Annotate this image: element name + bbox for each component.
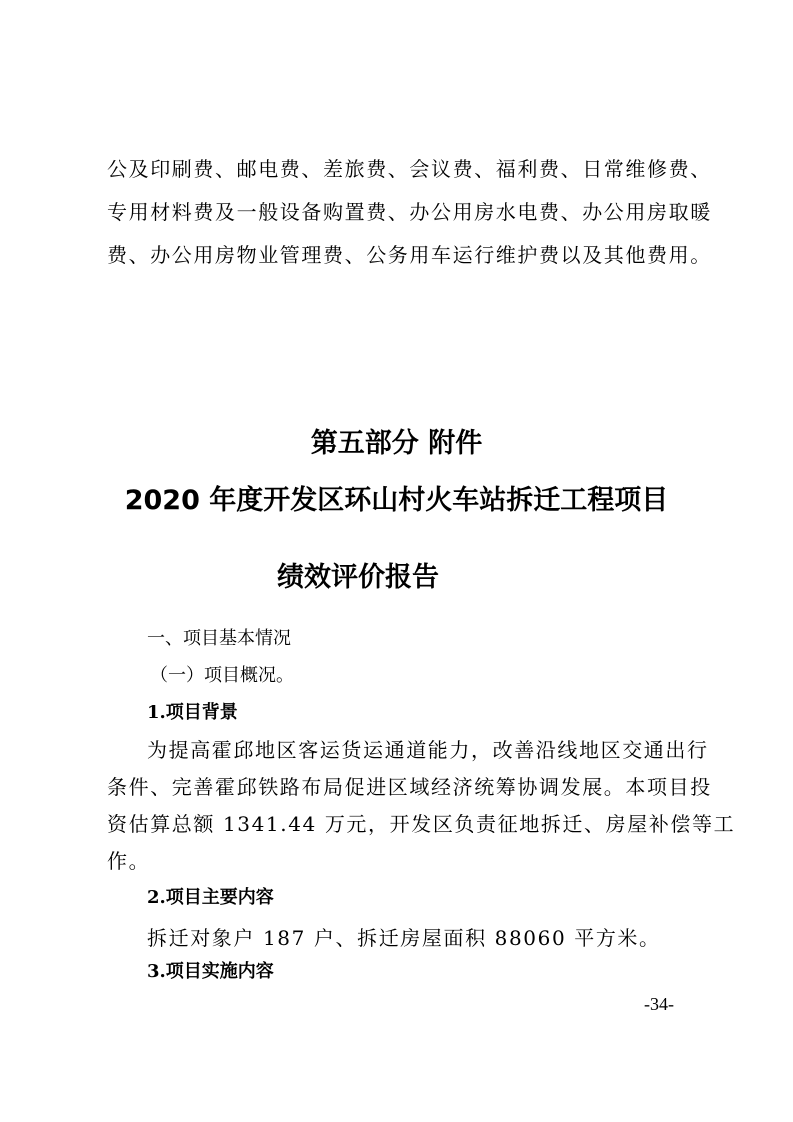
paragraph-line: 拆迁对象户 187 户、拆迁房屋面积 88060 平方米。 (147, 926, 661, 950)
subsection-heading: （一）项目概况。 (150, 665, 294, 686)
item-heading-1: 1.项目背景 (147, 702, 238, 723)
paragraph-line: 资估算总额 1341.44 万元，开发区负责征地拆迁、房屋补偿等工 (107, 812, 736, 836)
item-heading-3: 3.项目实施内容 (147, 961, 274, 982)
paragraph-line: 公及印刷费、邮电费、差旅费、会议费、福利费、日常维修费、 (107, 157, 712, 181)
item-heading-2: 2.项目主要内容 (147, 887, 274, 908)
paragraph-line: 费、办公用房物业管理费、公务用车运行维护费以及其他费用。 (107, 243, 712, 267)
report-title-line2: 绩效评价报告 (277, 562, 439, 593)
part-title: 第五部分 附件 (310, 428, 483, 459)
paragraph-line: 为提高霍邱地区客运货运通道能力，改善沿线地区交通出行 (147, 738, 709, 762)
paragraph-line: 条件、完善霍邱铁路布局促进区域经济统筹协调发展。本项目投 (107, 775, 712, 799)
section-heading: 一、项目基本情况 (147, 628, 291, 649)
paragraph-line: 专用材料费及一般设备购置费、办公用房水电费、办公用房取暖 (107, 200, 712, 224)
paragraph-line: 作。 (107, 849, 151, 873)
report-title-line1: 2020 年度开发区环山村火车站拆迁工程项目 (124, 485, 669, 516)
page-number: -34- (644, 994, 674, 1014)
